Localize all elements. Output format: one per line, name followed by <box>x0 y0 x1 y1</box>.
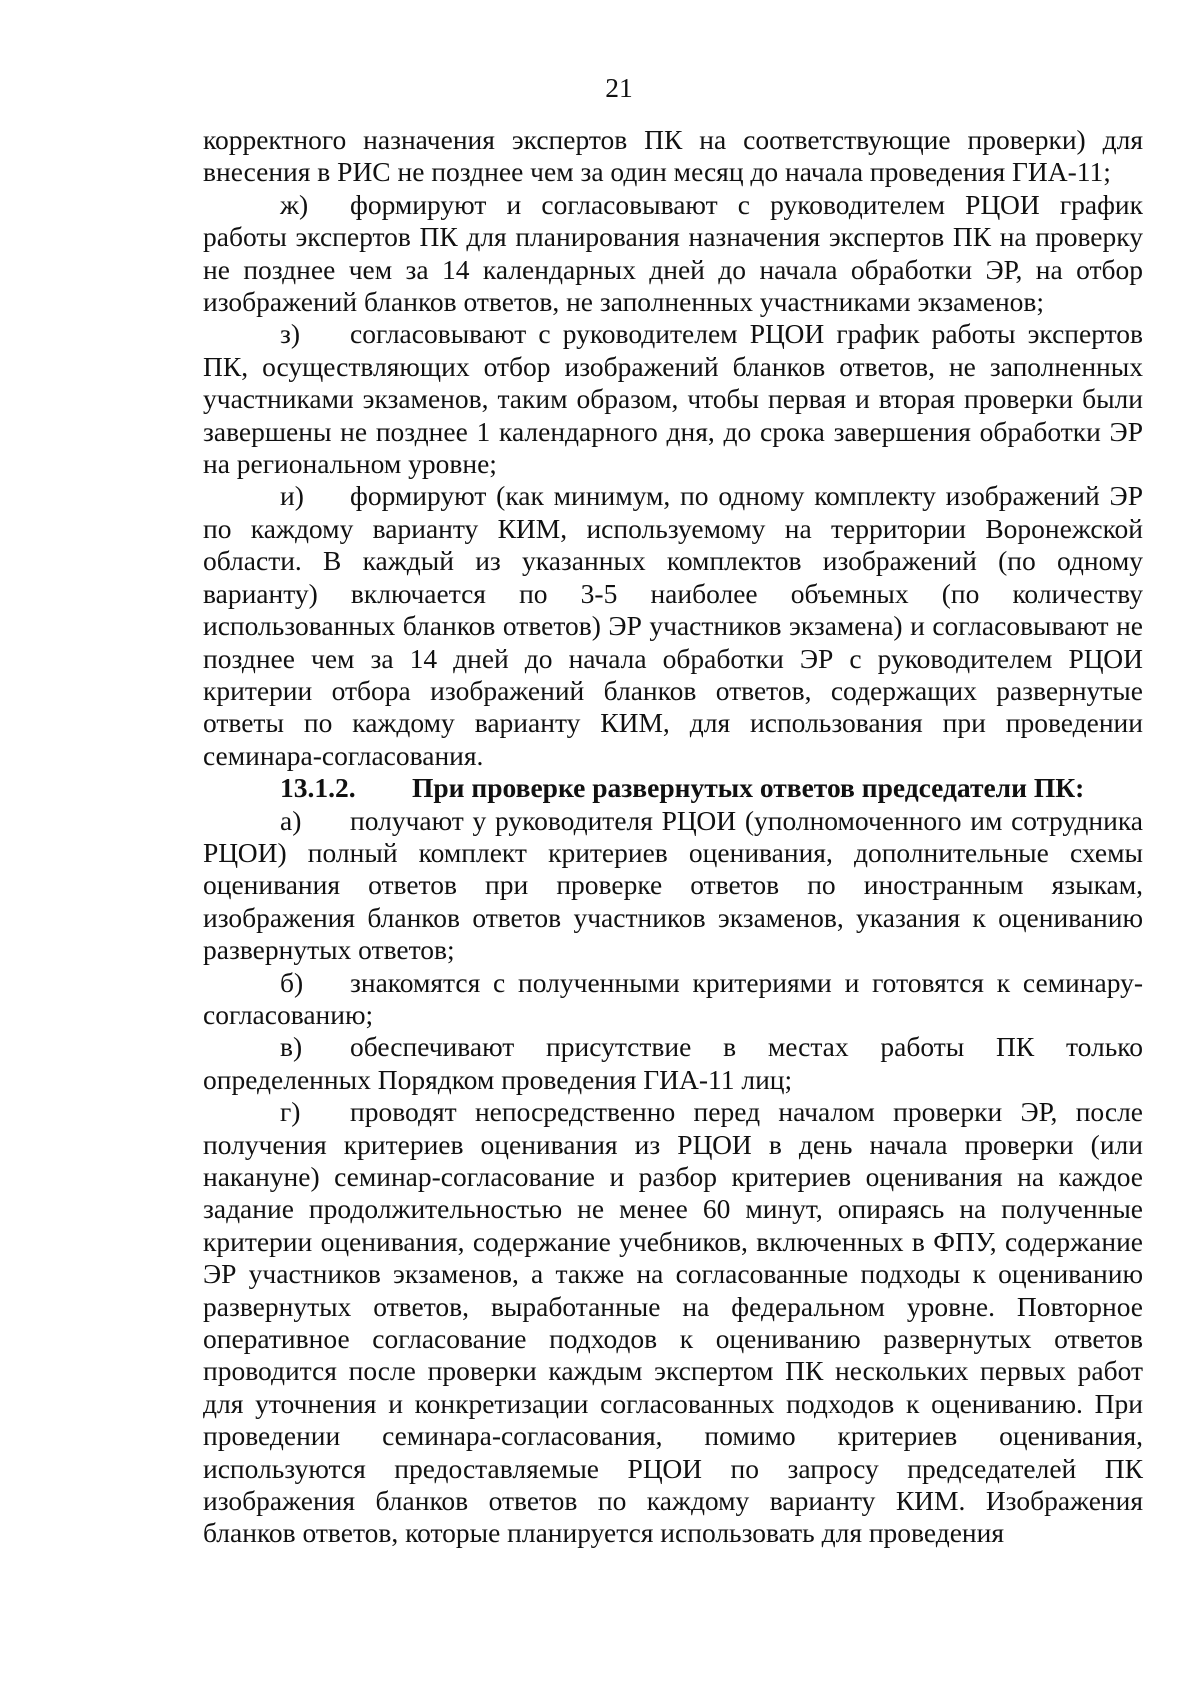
list-item-z <box>203 318 1143 480</box>
list-marker: з) <box>280 318 301 350</box>
list-item-text: знакомятся с полученными критериями и готовятся к семинару-согласованию; <box>203 966 1143 1030</box>
list-marker: в) <box>280 1031 303 1063</box>
list-item-text: формируют и согласовывают с руководителем РЦОИ график работы экспертов ПК для планирования назначения экспертов ПК на проверку не позднее чем за 14 календарных дней до начала обработки ЭР, на отбор изображений бланков ответов, не заполненных участниками экзаменов; <box>203 188 1143 318</box>
list-marker: и) <box>280 480 304 512</box>
list-item-text: обеспечивают присутствие в местах работы ПК только определенных Порядком проведения ГИА-11 лиц; <box>203 1031 1143 1095</box>
list-item-text: проводят непосредственно перед началом проверки ЭР, после получения критериев оценивания из РЦОИ в день начала проверки (или накануне) семинар-согласование и разбор критериев оценивания на каждое задание продолжительностью не менее 60 минут, опираясь на полученные критерии оценивания, содержание учебников, включенных в ФПУ, содержание ЭР участников экзаменов, а также на согласованные подходы к оцениванию развернутых ответов, выработанные на федеральном уровне. Повторное оперативное согласование подходов к оцениванию развернутых ответов проводится после проверки каждым экспертом ПК нескольких первых работ для уточнения и конкретизации согласованных подходов к оцениванию. При проведении семинара-согласования, помимо критериев оценивания, используются предоставляемые РЦОИ по запросу председателей ПК изображения бланков ответов по каждому варианту КИМ. Изображения бланков ответов, которые планируется использовать для проведения <box>203 1096 1143 1549</box>
list-marker: б) <box>280 966 304 998</box>
list-item-b <box>203 967 1143 1032</box>
list-marker: г) <box>280 1096 301 1128</box>
list-item-text: согласовывают с руководителем РЦОИ график работы экспертов ПК, осуществляющих отбор изображений бланков ответов, не заполненных участниками экзаменов, таким образом, чтобы первая и вторая проверки были завершены не позднее 1 календарного дня, до срока завершения обработки ЭР на региональном уровне; <box>203 318 1143 480</box>
list-item-text: получают у руководителя РЦОИ (уполномоченного им сотрудника РЦОИ) полный комплект критериев оценивания, дополнительные схемы оценивания ответов при проверке ответов по иностранным языкам, изображения бланков ответов участников экзаменов, указания к оцениванию развернутых ответов; <box>203 804 1143 966</box>
section-heading <box>203 772 1143 804</box>
list-marker: а) <box>280 804 302 836</box>
list-item-a <box>203 805 1143 967</box>
list-item-i <box>203 480 1143 772</box>
document-text <box>203 124 1143 1550</box>
list-item-text: формируют (как минимум, по одному комплекту изображений ЭР по каждому варианту КИМ, используемому на территории Воронежской области. В каждый из указанных комплектов изображений (по одному варианту) включается по 3-5 наиболее объемных (по количеству использованных бланков ответов) ЭР участников экзамена) и согласовывают не позднее чем за 14 дней до начала обработки ЭР с руководителем РЦОИ критерии отбора изображений бланков ответов, содержащих развернутые ответы по каждому варианту КИМ, для использования при проведении семинара-согласования. <box>203 480 1143 771</box>
list-marker: ж) <box>280 188 309 220</box>
section-heading-text: При проверке развернутых ответов председатели ПК: <box>412 772 1085 804</box>
list-item-zh <box>203 189 1143 319</box>
page-number: 21 <box>605 72 633 103</box>
list-item-v <box>203 1031 1143 1096</box>
paragraph-text: корректного назначения экспертов ПК на соответствующие проверки) для внесения в РИС не позднее чем за один месяц до начала проведения ГИА-11; <box>203 124 1143 188</box>
list-item-g <box>203 1096 1143 1550</box>
paragraph-continuation <box>203 124 1143 189</box>
section-number: 13.1.2. <box>280 772 356 804</box>
